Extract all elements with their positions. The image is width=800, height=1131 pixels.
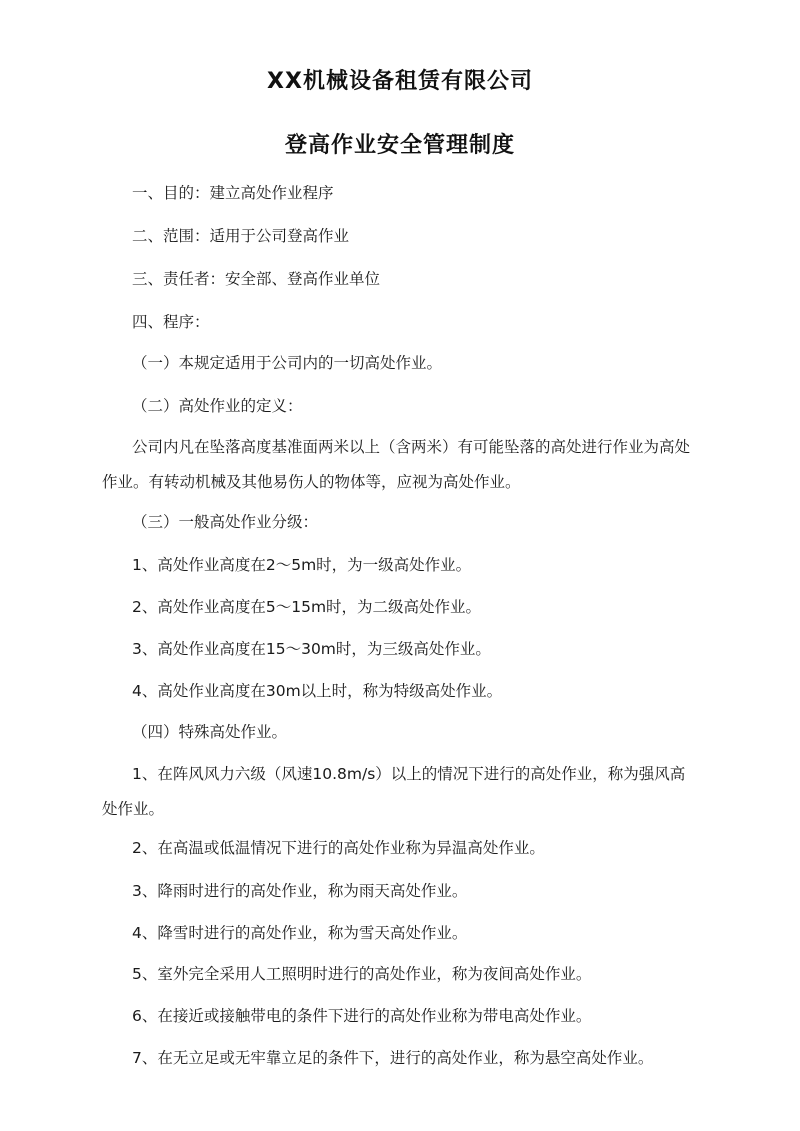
document-title: 登高作业安全管理制度 — [284, 133, 515, 158]
paragraph-levels-heading: （三）一般高处作业分级： — [132, 513, 319, 531]
special-item: 6、在接近或接触带电的条件下进行的高处作业称为带电高处作业。 — [132, 1007, 592, 1025]
section-scope: 二、范围：适用于公司登高作业 — [132, 227, 350, 245]
special-item: 4、降雪时进行的高处作业，称为雪天高处作业。 — [132, 924, 468, 942]
paragraph-special-heading: （四）特殊高处作业。 — [132, 723, 288, 741]
level-item: 3、高处作业高度在15～30m时，为三级高处作业。 — [132, 640, 491, 658]
level-item: 2、高处作业高度在5～15m时，为二级高处作业。 — [132, 598, 482, 616]
section-responsible: 三、责任者：安全部、登高作业单位 — [132, 270, 381, 288]
special-item: 3、降雨时进行的高处作业，称为雨天高处作业。 — [132, 882, 468, 900]
section-procedure: 四、程序： — [132, 313, 210, 331]
special-item: 5、室外完全采用人工照明时进行的高处作业，称为夜间高处作业。 — [132, 965, 592, 983]
special-item: 1、在阵风风力六级（风速10.8m/s）以上的情况下进行的高处作业，称为强风高处作业。 — [102, 765, 686, 818]
company-title: XX机械设备租赁有限公司 — [267, 69, 533, 94]
paragraph-scope-rule: （一）本规定适用于公司内的一切高处作业。 — [132, 354, 443, 372]
special-item: 2、在高温或低温情况下进行的高处作业称为异温高处作业。 — [132, 839, 545, 857]
section-purpose: 一、目的：建立高处作业程序 — [132, 184, 334, 202]
paragraph-definition-heading: （二）高处作业的定义： — [132, 397, 303, 415]
paragraph-definition-body: 公司内凡在坠落高度基准面两米以上（含两米）有可能坠落的高处进行作业为高处作业。有转动机械及其他易伤人的物体等，应视为高处作业。 — [102, 438, 691, 491]
special-item: 7、在无立足或无牢靠立足的条件下，进行的高处作业，称为悬空高处作业。 — [132, 1049, 654, 1067]
level-item: 1、高处作业高度在2～5m时，为一级高处作业。 — [132, 556, 472, 574]
level-item: 4、高处作业高度在30m以上时，称为特级高处作业。 — [132, 682, 503, 700]
